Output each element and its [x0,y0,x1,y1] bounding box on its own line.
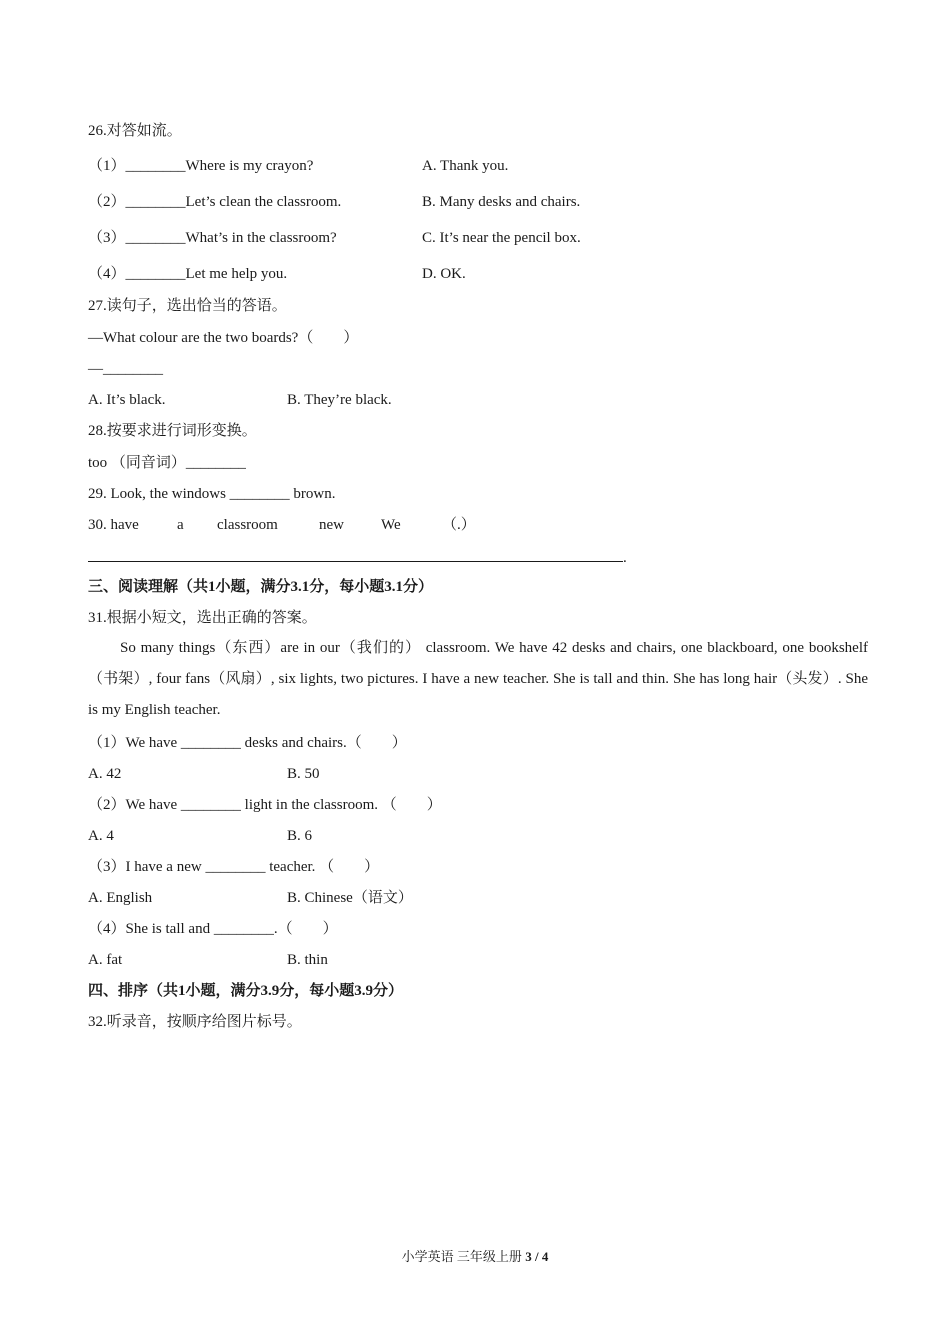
footer-page-total: 4 [541,1249,549,1264]
page-footer [0,1246,950,1265]
footer-separator: / [534,1249,539,1264]
q27-option-a: A. It’s black. [88,392,166,408]
q32-title: 32.听录音，按顺序给图片标号。 [88,1014,302,1030]
q30-word-6: （.） [442,517,476,533]
q27-option-b: B. They’re black. [287,392,392,408]
q30-answer-line [88,547,627,568]
q26-left-3: （3）________What’s in the classroom? [88,230,337,246]
q31-passage: So many things（东西）are in our（我们的） classroom. We have 42 desks and chairs, one blackboard, one bookshelf（书架）, four fans（风扇）, six lights, two pictures. I have a new teacher. She is tall and thin. She has long hair（头发）. She is my English teacher. [88,640,868,718]
q28-title: 28.按要求进行词形变换。 [88,423,257,439]
q26-left-4: （4）________Let me help you. [88,266,288,282]
q30-blank-rule [88,547,623,562]
q31-item2-option-b: B. 6 [287,828,313,844]
q31-item2-question: （2）We have ________ light in the classroom. （ ） [88,797,442,813]
q31-item3-option-a: A. English [88,890,153,906]
section4-heading: 四、排序（共1小题，满分3.9分，每小题3.9分） [88,983,404,999]
q31-item1-option-a: A. 42 [88,766,122,782]
q26-left-2: （2）________Let’s clean the classroom. [88,194,342,210]
q26-right-2: B. Many desks and chairs. [422,194,581,210]
q30-word-4: new [319,517,344,533]
q26-right-1: A. Thank you. [422,158,509,174]
q27-answer-blank: —________ [88,361,163,377]
q27-title: 27.读句子，选出恰当的答语。 [88,298,287,314]
q26-right-3: C. It’s near the pencil box. [422,230,581,246]
q30-word-2: a [177,517,184,533]
q30-word-3: classroom [217,517,278,533]
q31-item3-option-b: B. Chinese（语文） [287,890,413,906]
q26-right-4: D. OK. [422,266,466,282]
q31-item3-question: （3）I have a new ________ teacher. （ ） [88,859,380,875]
q31-item1-option-b: B. 50 [287,766,320,782]
footer-text: 小学英语 三年级上册 [401,1249,522,1264]
q27-question: —What colour are the two boards?（ ） [88,330,359,346]
q30-word-5: We [381,517,401,533]
q31-item4-option-b: B. thin [287,952,328,968]
section3-heading: 三、阅读理解（共1小题，满分3.1分，每小题3.1分） [88,579,434,595]
q30-period: . [623,550,627,566]
q31-title: 31.根据小短文，选出正确的答案。 [88,610,317,626]
q26-title: 26.对答如流。 [88,123,182,139]
q26-left-1: （1）________Where is my crayon? [88,158,314,174]
q29-line: 29. Look, the windows ________ brown. [88,486,336,502]
q31-item4-option-a: A. fat [88,952,123,968]
footer-page-number: 3 [525,1249,532,1264]
q31-item1-question: （1）We have ________ desks and chairs.（ ） [88,735,407,751]
q30-word-1: 30. have [88,517,139,533]
q28-line: too （同音词）________ [88,455,246,471]
q31-item4-question: （4）She is tall and ________.（ ） [88,921,338,937]
q31-item2-option-a: A. 4 [88,828,114,844]
